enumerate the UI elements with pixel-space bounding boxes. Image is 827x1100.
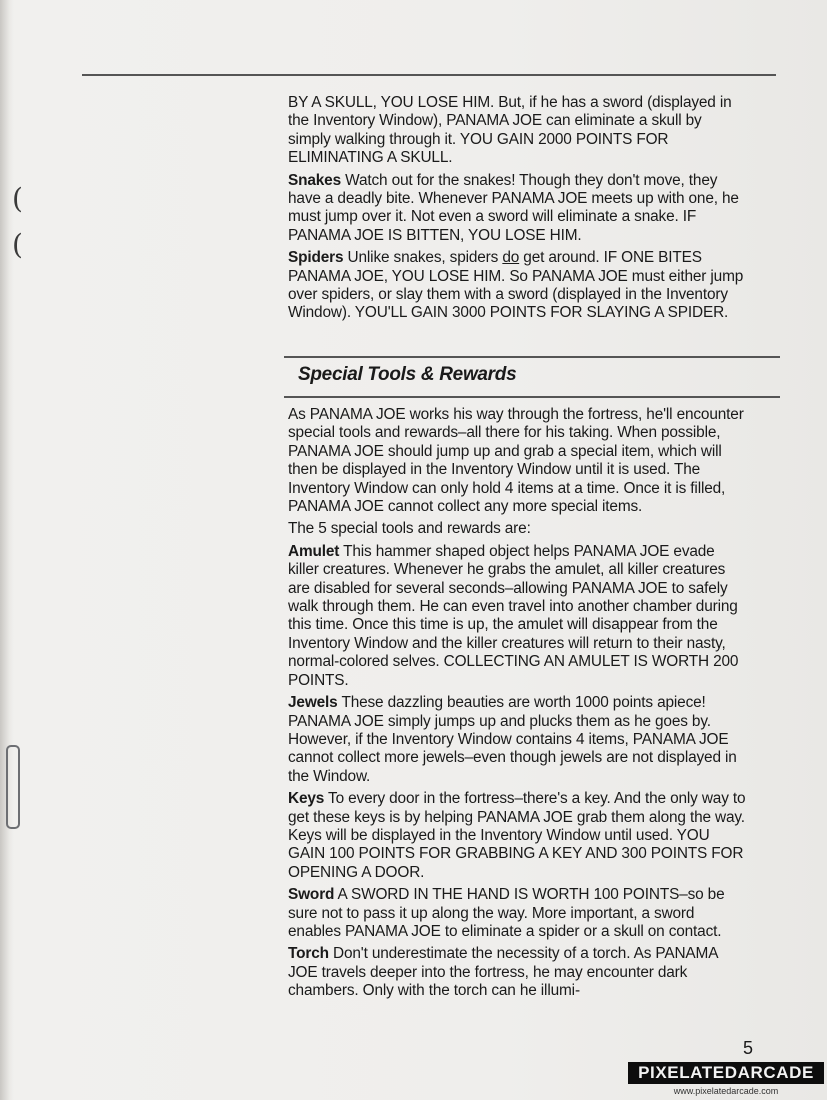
item-keys [288,790,748,882]
intro-paragraph: BY A SKULL, YOU LOSE HIM. But, if he has a sword (displayed in the Inventory Window), PANAMA JOE can eliminate a skull by simply walking through it. YOU GAIN 2000 POINTS FOR ELIMINATING A SKULL. [288,94,732,167]
spiders-paragraph [288,249,748,323]
heading-divider-bottom [284,396,780,398]
skulls-continued [288,94,748,323]
keys-term: Keys [288,790,325,808]
list-intro: The 5 special tools and rewards are: [288,520,531,538]
snakes-text: Watch out for the snakes! Though they don't move, they have a deadly bite. Whenever PANAMA JOE meets up with one, he must jump over it. Not even a sword will eliminate a snake. IF PANAMA JOE IS BITTEN, YOU LOSE HIM. [288,171,739,244]
top-divider [82,74,776,76]
spiders-text-after: get around. IF ONE BITES PANAMA JOE, YOU LOSE HIM. So PANAMA JOE must either jump over spiders, or slay them with a sword (displayed in the Inventory Window). YOU'LL GAIN 3000 POINTS FOR SLAYING A SPIDER. [288,249,744,322]
jewels-term: Jewels [288,694,338,712]
spine-shadow [0,0,10,1100]
item-amulet [288,543,748,690]
amulet-term: Amulet [288,542,340,560]
heading-divider-top [284,356,780,358]
binding-mark-top: ( [12,182,23,215]
staple [6,745,20,829]
section-heading: Special Tools & Rewards [298,364,517,385]
jewels-text: These dazzling beauties are worth 1000 points apiece! PANAMA JOE simply jumps up and plucks them as he goes by. However, if the Inventory Window contains 4 items, PANAMA JOE cannot collect more jewels–even though jewels are not displayed in the Window. [288,694,737,785]
item-jewels [288,694,748,786]
tools-section [288,406,748,1001]
sword-term: Sword [288,886,335,904]
spiders-emphasis: do [502,249,520,267]
item-sword [288,886,748,941]
watermark-logo: PIXELATEDARCADE [628,1062,824,1084]
watermark-url: www.pixelatedarcade.com [673,1086,779,1096]
torch-text: Don't underestimate the necessity of a torch. As PANAMA JOE travels deeper into the fortress, he may encounter dark chambers. Only with the torch can he illumi- [288,945,718,1000]
binding-mark-bottom: ( [12,228,23,261]
sword-text: A SWORD IN THE HAND IS WORTH 100 POINTS–so be sure not to pass it up along the way. More important, a sword enables PANAMA JOE to eliminate a spider or a skull on contact. [288,886,725,940]
spiders-text-before: Unlike snakes, spiders [343,249,503,267]
amulet-text: This hammer shaped object helps PANAMA JOE evade killer creatures. Whenever he grabs the amulet, all killer creatures are disabled for several seconds–allowing PANAMA JOE to safely walk through them. He can even travel into another chamber during this time. Once this time is up, the amulet will disappear from the Inventory Window and the killer creatures will return to their nasty, normal-colored selves. COLLECTING AN AMULET IS WORTH 200 POINTS. [288,542,739,689]
snakes-paragraph [288,172,748,246]
torch-term: Torch [288,945,329,963]
section-intro: As PANAMA JOE works his way through the fortress, he'll encounter special tools and rewards–all there for his taking. When possible, PANAMA JOE should jump up and grab a special item, which will then be displayed in the Inventory Window until it is used. The Inventory Window can only hold 4 items at a time. Once it is filled, PANAMA JOE cannot collect any more special items. [288,406,744,516]
item-torch [288,945,748,1000]
page-number: 5 [743,1038,754,1058]
keys-text: To every door in the fortress–there's a key. And the only way to get these keys is by helping PANAMA JOE grab them along the way. Keys will be displayed in the Inventory Window until used. YOU GAIN 100 POINTS FOR GRABBING A KEY AND 300 POINTS FOR OPENING A DOOR. [288,790,746,881]
spiders-term: Spiders [288,249,344,267]
snakes-term: Snakes [288,171,342,189]
